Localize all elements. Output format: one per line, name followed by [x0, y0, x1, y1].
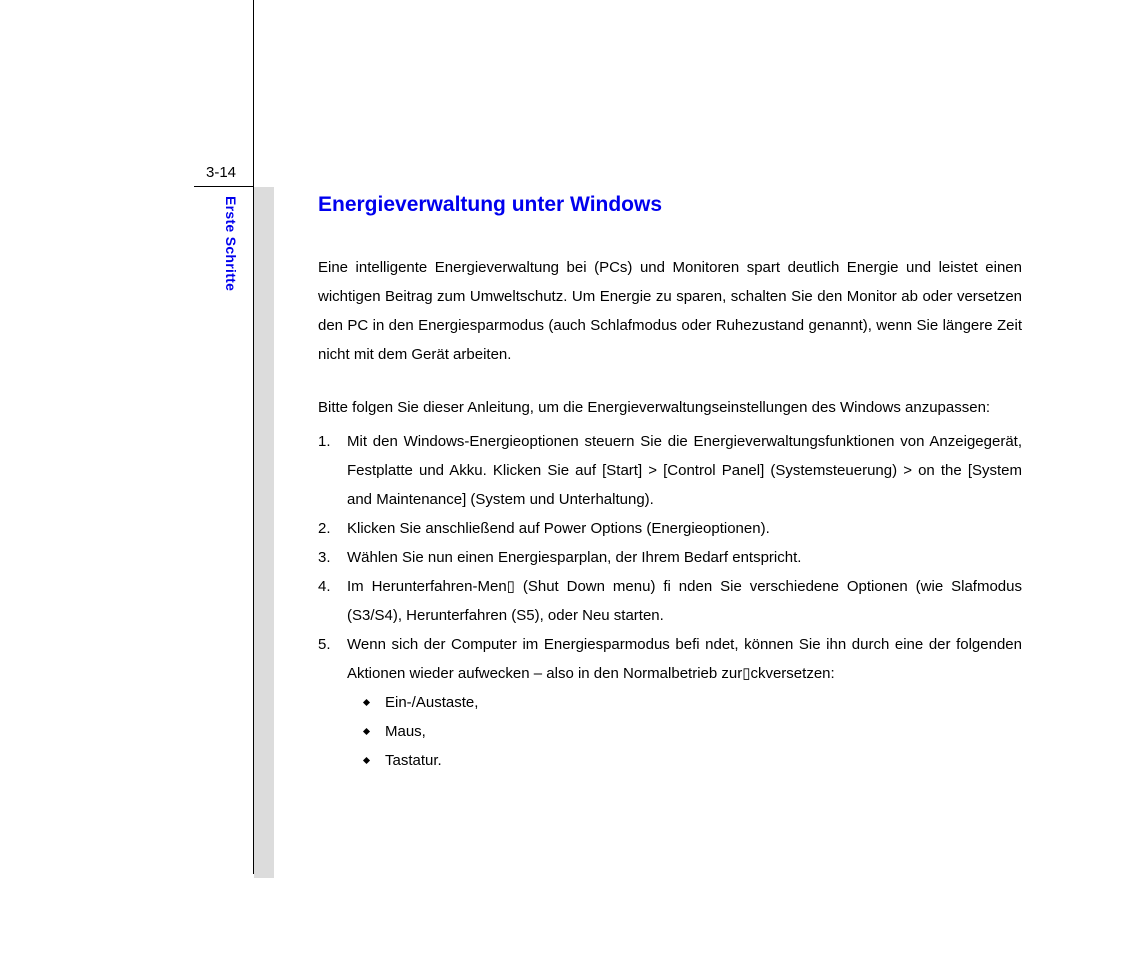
intro-paragraph: Eine intelligente Energieverwaltung bei (PCs) und Monitoren spart deutlich Energie und leistet einen wichtigen Beitrag zum Umweltschutz. Um Energie zu sparen, schalten Sie den Monitor ab oder versetzen den PC in den Energiesparmodus (auch Schlafmodus oder Ruhezustand genannt), wenn Sie längere Zeit nicht mit dem Gerät arbeiten.	[318, 259, 1022, 363]
step-number: 2.	[318, 520, 331, 537]
step-text: Im Herunterfahren-Men▯ (Shut Down menu) fi nden Sie verschiedene Optionen (wie Slafmodus (S3/S4), Herunterfahren (S5), oder Neu starten.	[347, 578, 1022, 624]
step-number: 1.	[318, 433, 331, 450]
step-number: 3.	[318, 549, 331, 566]
instruction-paragraph: Bitte folgen Sie dieser Anleitung, um die Energieverwaltungseinstellungen des Windows anzupassen:	[318, 399, 991, 416]
step-text: Klicken Sie anschließend auf Power Options (Energieoptionen).	[347, 520, 770, 537]
wake-option-item	[361, 717, 1022, 746]
margin-bar	[254, 187, 274, 878]
wake-option-text: Ein-/Austaste,	[385, 694, 479, 711]
diamond-bullet-icon	[363, 757, 370, 764]
step-item	[318, 427, 1022, 514]
wake-option-text: Maus,	[385, 723, 426, 740]
section-label: Erste Schritte	[223, 196, 239, 292]
step-text: Wenn sich der Computer im Energiesparmodus befi ndet, können Sie ihn durch eine der folgenden Aktionen wieder aufwecken – also in den Normalbetrieb zur▯ckversetzen:	[347, 636, 1022, 682]
step-text: Wählen Sie nun einen Energiesparplan, der Ihrem Bedarf entspricht.	[347, 549, 802, 566]
wake-option-item	[361, 688, 1022, 717]
wake-option-text: Tastatur.	[385, 752, 442, 769]
step-item	[318, 543, 1022, 572]
steps-list	[318, 427, 1022, 775]
step-item	[318, 630, 1022, 775]
page-number: 3-14	[206, 164, 237, 181]
diamond-bullet-icon	[363, 728, 370, 735]
diamond-bullet-icon	[363, 699, 370, 706]
page-number-rule	[194, 186, 254, 187]
page-content	[318, 191, 1022, 775]
step-number: 5.	[318, 636, 331, 653]
step-text: Mit den Windows-Energieoptionen steuern Sie die Energieverwaltungsfunktionen von Anzeigegerät, Festplatte und Akku. Klicken Sie auf [Start] > [Control Panel] (Systemsteuerung) > on the [System and Maintenance] (System und Unterhaltung).	[347, 433, 1022, 508]
step-item	[318, 514, 1022, 543]
wake-options-list	[347, 688, 1022, 775]
step-number: 4.	[318, 578, 331, 595]
wake-option-item	[361, 746, 1022, 775]
step-item	[318, 572, 1022, 630]
section-title: Energieverwaltung unter Windows	[318, 193, 663, 216]
